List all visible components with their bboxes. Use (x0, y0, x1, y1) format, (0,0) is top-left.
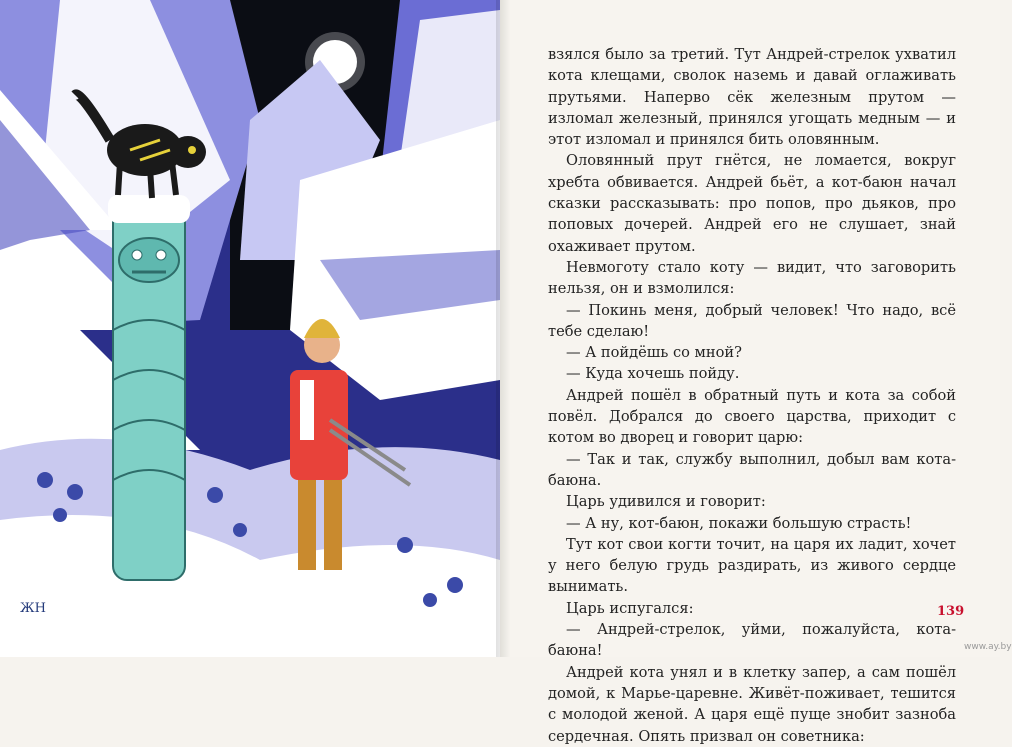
paragraph: Андрей кота унял и в клетку запер, а сам пошёл домой, к Марье-царевне. Живёт-поживает, тешится с молодой женой. А царя ещё пуще знобит зазноба сердечная. Опять призвал он советника: (548, 663, 956, 745)
hero-boot-right (324, 480, 342, 570)
paragraph: — Покинь меня, добрый человек! Что надо, всё тебе сделаю! (548, 301, 956, 340)
illustration (0, 0, 500, 657)
paragraph: Царь испугался: (566, 599, 694, 617)
paragraph: — Андрей-стрелок, уйми, пожалуйста, кота-баюна! (548, 621, 956, 660)
watermark: www.ay.by (964, 642, 1012, 652)
winter-forest-illustration (0, 0, 500, 657)
pillar-eye-left (132, 250, 142, 260)
paragraph: Тут кот свои когти точит, на царя их ладит, хочет у него белую грудь раздирать, из живого сердце вынимать. (548, 535, 956, 596)
artist-signature: ЖН (20, 601, 46, 616)
hero-boot-left (298, 480, 316, 570)
paragraph: Царь удивился и говорит: (566, 493, 766, 511)
paragraph: — Так и так, службу выполнил, добыл вам кота-баюна. (548, 450, 956, 489)
paragraph: — Куда хочешь пойду. (566, 365, 740, 383)
paragraph: — А ну, кот-баюн, покажи большую страсть! (566, 514, 912, 532)
paragraph: Невмоготу стало коту — видит, что заговорить нельзя, он и взмолился: (548, 258, 956, 298)
hero-coat-trim (300, 380, 314, 440)
story-text (548, 44, 956, 747)
page-number: 139 (937, 604, 965, 619)
book-gutter (496, 0, 510, 657)
paragraph: Оловянный прут гнётся, не ломается, вокруг хребта обвивается. Андрей бьёт, а кот-баюн начал сказки рассказывать: про попов, про дьяков, про поповых дочерей. Андрей его не слушает, знай охаживает прутом. (548, 152, 956, 255)
cat-head (170, 136, 206, 168)
pillar-snow-cap (108, 195, 190, 223)
paragraph: Андрей пошёл в обратный путь и кота за собой повёл. Добрался до своего царства, приходит с котом во дворец и говорит царю: (548, 386, 956, 447)
text-page (510, 0, 1012, 745)
pillar-face (119, 238, 179, 282)
cat-eye (188, 146, 196, 154)
paragraph: — А пойдёшь со мной? (566, 344, 742, 362)
pillar-eye-right (156, 250, 166, 260)
paragraph: взялся было за третий. Тут Андрей-стрелок ухватил кота клещами, сволок наземь и давай оглаживать прутьями. Напервo сёк железным прутом — изломал железный, принялся угощать медным — и этот изломал и принялся бить оловянным. (548, 46, 956, 149)
